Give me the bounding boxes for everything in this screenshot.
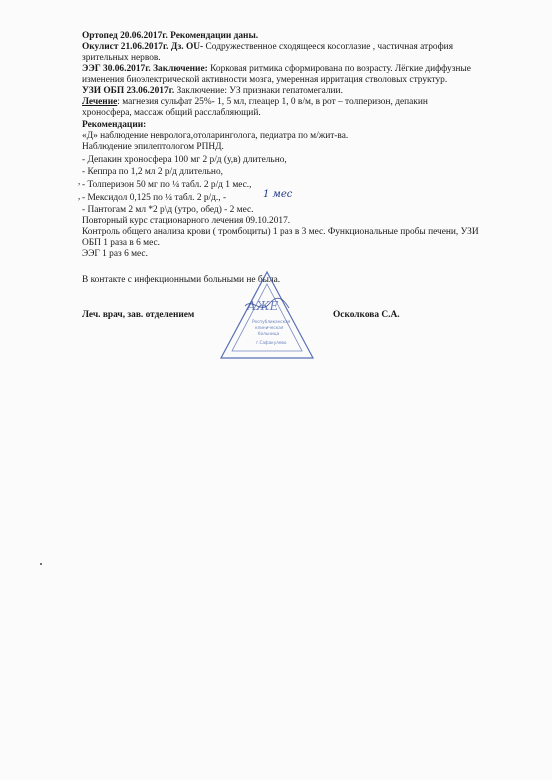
ultrasound-conclusion: УЗИ ОБП 23.06.2017г. Заключение: УЗ признаки гепатомегалии. xyxy=(82,86,343,96)
scan-speck xyxy=(40,563,42,565)
pen-tick: , xyxy=(78,176,81,186)
treatment: Лечение: магнезия сульфат 25%- 1, 5 мл, глеацер 1, 0 в/м, в рот – толперизон, депакин xyxy=(82,97,428,107)
recommendation-line: «Д» наблюдение невролога,отоларинголога, педиатра по м/жит-ва. xyxy=(82,131,349,141)
triangular-stamp xyxy=(217,268,317,363)
blood-test-control: Контроль общего анализа крови ( тромбоциты) 1 раз в 3 мес. Функциональные пробы печени, УЗИ xyxy=(82,227,479,237)
ophthalmologist-note: Окулист 21.06.2017г. Дз. OU- Содружественное сходящееся косоглазие , частичная атрофия xyxy=(82,42,454,52)
stamp-text: Республиканская xyxy=(252,319,291,324)
eeg-conclusion: ЭЭГ 30.06.2017г. Заключение: Корковая ритмика сформирована по возрасту. Лёгкие диффузные xyxy=(82,64,471,74)
medication-line: - Мексидол 0,125 по ¼ табл. 2 р/д., - xyxy=(82,193,227,203)
infection-contact-note: В контакте с инфекционными больными не была. xyxy=(82,275,281,285)
treatment-cont: хроносфера, массаж общий расслабляющий. xyxy=(82,108,261,118)
orthopedist-note: Ортопед 20.06.2017г. Рекомендации даны. xyxy=(82,31,259,41)
recommendation-line: Наблюдение эпилептологом РПНД. xyxy=(82,142,224,152)
doctor-name: Осколкова С.А. xyxy=(333,310,400,320)
handwritten-note: 1 мес xyxy=(263,189,293,200)
recommendations-heading: Рекомендации: xyxy=(82,120,147,130)
repeat-course: Повторный курс стационарного лечения 09.10.2017. xyxy=(82,216,291,226)
medication-line: - Толперизон 50 мг по ¼ табл. 2 р/д 1 мес., xyxy=(82,180,252,190)
stamp-text: клиническая xyxy=(255,325,284,330)
medication-line: - Кеппра по 1,2 мл 2 р/д длительно, xyxy=(82,167,223,177)
blood-test-control-cont: ОБП 1 раза в 6 мес. xyxy=(82,238,160,248)
eeg-conclusion-cont: изменения биоэлектрической активности мозга, умеренная ирритация стволовых структур. xyxy=(82,75,448,85)
pen-tick: , xyxy=(78,191,81,201)
stamp-text: больница xyxy=(258,331,280,336)
ophthalmologist-note-cont: зрительных нервов. xyxy=(82,53,161,63)
stamp-initials: АЖЕ xyxy=(247,299,279,313)
eeg-control: ЭЭГ 1 раз 6 мес. xyxy=(82,249,148,259)
stamp-text: г.Сафакулево xyxy=(256,340,287,345)
medication-line: - Пантогам 2 мл *2 р\д (утро, обед) - 2 мес. xyxy=(82,205,254,215)
doctor-title: Леч. врач, зав. отделением xyxy=(82,310,195,320)
medication-line: - Депакин хроносфера 100 мг 2 р/д (у,в) длительно, xyxy=(82,155,287,165)
